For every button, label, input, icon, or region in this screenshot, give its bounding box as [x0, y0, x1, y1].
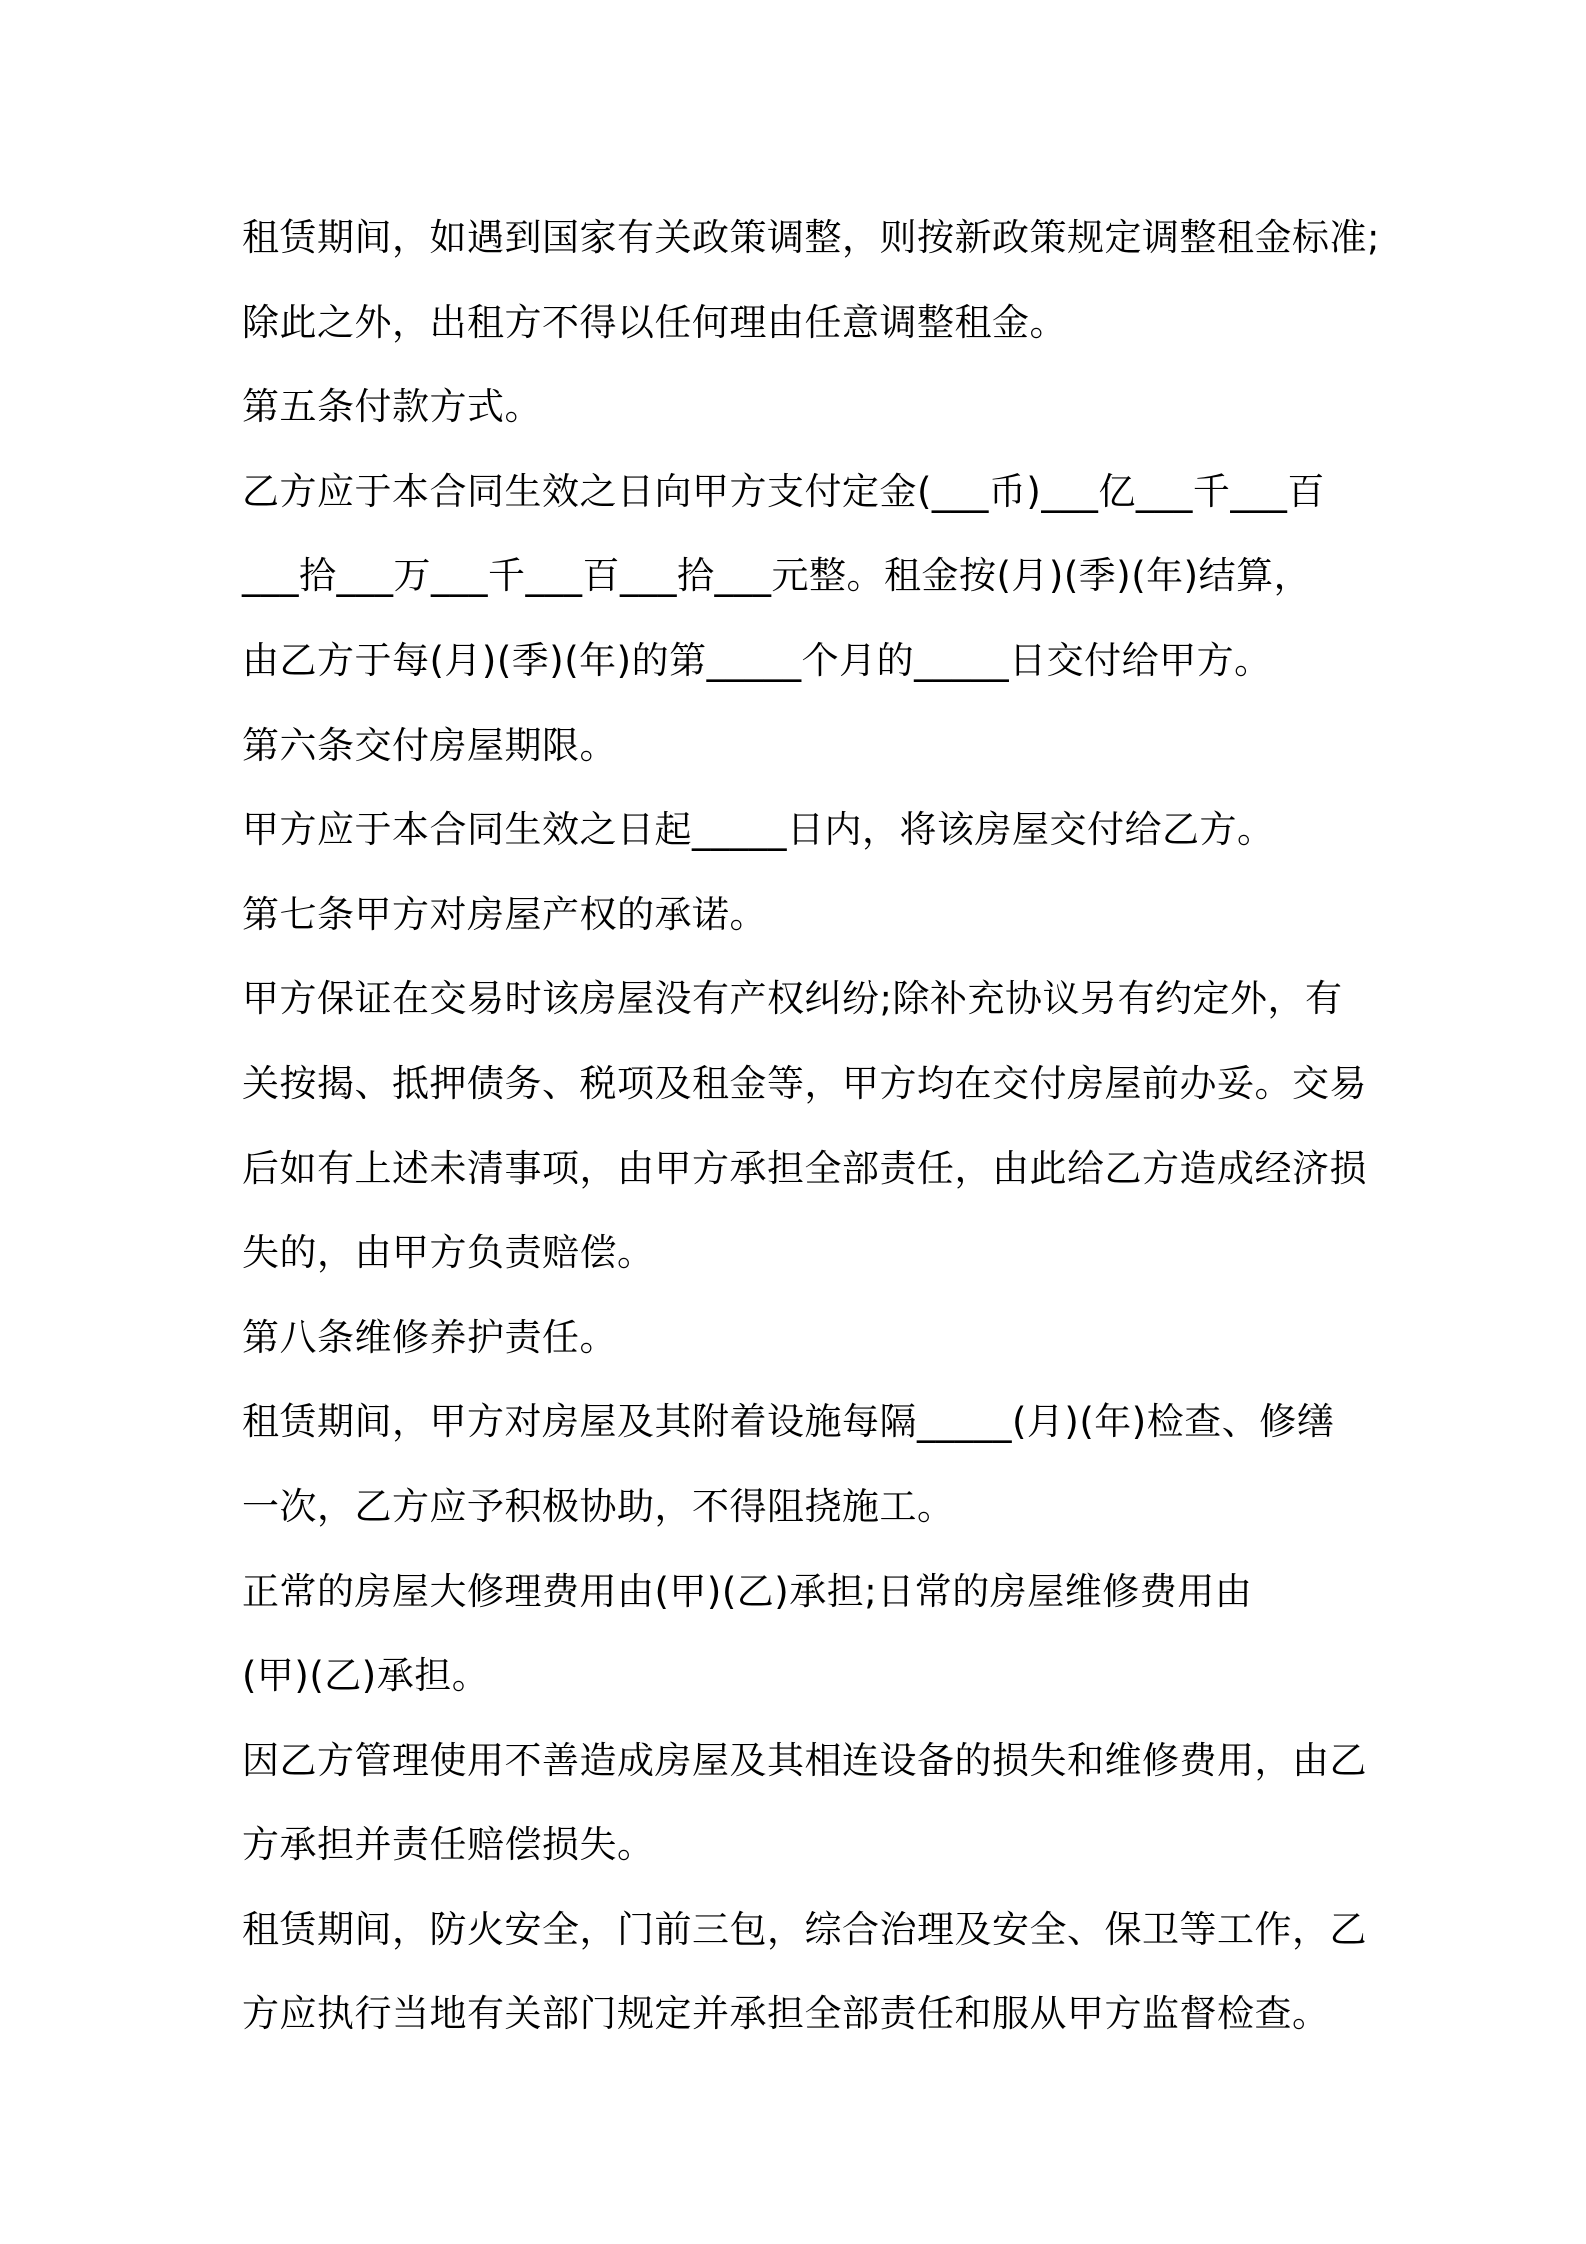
text-line: 甲方应于本合同生效之日起_____日内，将该房屋交付给乙方。 — [242, 808, 1275, 852]
text-line: (甲)(乙)承担。 — [242, 1654, 490, 1698]
section-heading: 第六条交付房屋期限。 — [242, 723, 617, 767]
text-line: 除此之外，出租方不得以任何理由任意调整租金。 — [242, 300, 1067, 344]
text-line: 方应执行当地有关部门规定并承担全部责任和服从甲方监督检查。 — [242, 1992, 1330, 2036]
text-line: 甲方保证在交易时该房屋没有产权纠纷;除补充协议另有约定外，有 — [242, 977, 1343, 1021]
text-line: 租赁期间，如遇到国家有关政策调整，则按新政策规定调整租金标准; — [242, 216, 1380, 259]
text-line: 由乙方于每(月)(季)(年)的第_____个月的_____日交付给甲方。 — [242, 638, 1272, 682]
text-line: 乙方应于本合同生效之日向甲方支付定金(___币)___亿___千___百 — [242, 469, 1325, 513]
text-line: 一次，乙方应予积极协助，不得阻挠施工。 — [242, 1484, 955, 1528]
text-line: 失的，由甲方负责赔偿。 — [242, 1231, 655, 1275]
text-line: 租赁期间，甲方对房屋及其附着设施每隔_____(月)(年)检查、修缮 — [242, 1400, 1335, 1444]
text-line: 因乙方管理使用不善造成房屋及其相连设备的损失和维修费用，由乙 — [242, 1738, 1367, 1782]
section-heading: 第八条维修养护责任。 — [242, 1315, 617, 1359]
text-line: 方承担并责任赔偿损失。 — [242, 1823, 655, 1867]
document-body — [242, 196, 1380, 2057]
text-line: 租赁期间，防火安全，门前三包，综合治理及安全、保卫等工作，乙 — [242, 1907, 1367, 1951]
text-line: 后如有上述未清事项，由甲方承担全部责任，由此给乙方造成经济损 — [242, 1146, 1367, 1190]
text-line: ___拾___万___千___百___拾___元整。租金按(月)(季)(年)结算， — [242, 554, 1312, 598]
section-heading: 第七条甲方对房屋产权的承诺。 — [242, 892, 767, 936]
text-line: 正常的房屋大修理费用由(甲)(乙)承担;日常的房屋维修费用由 — [242, 1569, 1253, 1613]
section-heading: 第五条付款方式。 — [242, 385, 542, 429]
text-line: 关按揭、抵押债务、税项及租金等，甲方均在交付房屋前办妥。交易 — [242, 1061, 1367, 1105]
